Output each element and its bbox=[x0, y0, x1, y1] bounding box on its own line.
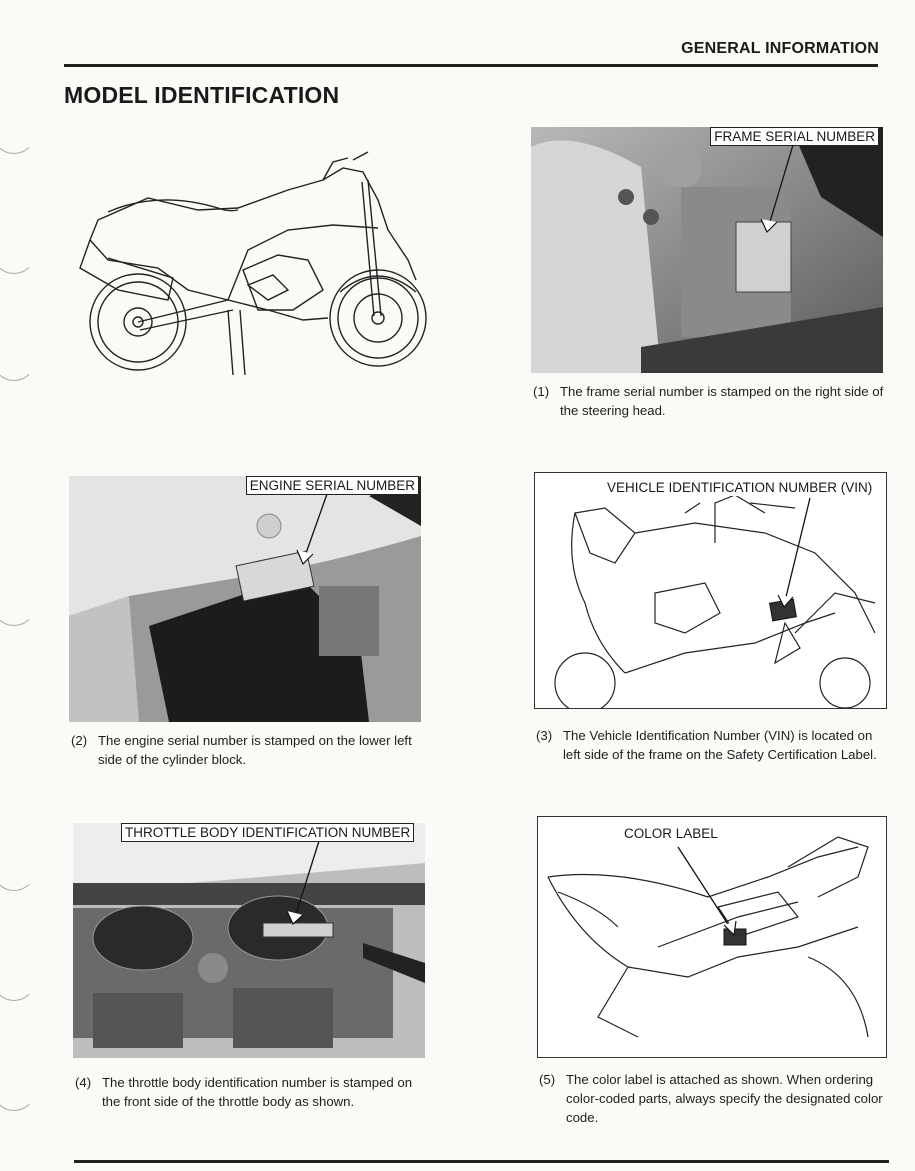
throttle-body-caption: (4) The throttle body identification number is stamped on the front side of the throttle body as shown. bbox=[75, 1075, 413, 1109]
motorcycle-illustration bbox=[78, 150, 438, 378]
pointer-arrow-icon bbox=[531, 127, 883, 373]
color-label-callout: COLOR LABEL bbox=[624, 826, 718, 841]
binder-hole-mark bbox=[0, 238, 36, 274]
pointer-arrow-icon bbox=[73, 823, 425, 1058]
frame-serial-photo bbox=[531, 127, 883, 373]
header-rule bbox=[64, 64, 878, 67]
vin-label: VEHICLE IDENTIFICATION NUMBER (VIN) bbox=[607, 480, 873, 495]
footer-rule bbox=[74, 1160, 889, 1163]
binder-hole-mark bbox=[0, 345, 36, 381]
binder-hole-mark bbox=[0, 118, 36, 154]
color-label-illustration bbox=[537, 816, 887, 1058]
binder-hole-mark bbox=[0, 855, 36, 891]
vin-caption: (3) The Vehicle Identification Number (VIN) is located on left side of the frame on the Safety Certification Label. bbox=[536, 728, 877, 762]
throttle-body-photo bbox=[73, 823, 425, 1058]
vin-illustration bbox=[534, 472, 887, 709]
throttle-body-label: THROTTLE BODY IDENTIFICATION NUMBER bbox=[121, 823, 414, 842]
frame-serial-caption: (1) The frame serial number is stamped on the right side of the steering head. bbox=[533, 384, 884, 418]
engine-serial-label: ENGINE SERIAL NUMBER bbox=[246, 476, 419, 495]
binder-hole-mark bbox=[0, 590, 36, 626]
engine-serial-caption: (2) The engine serial number is stamped on the lower left side of the cylinder block. bbox=[71, 733, 412, 767]
section-title: GENERAL INFORMATION bbox=[681, 40, 879, 57]
page-title: MODEL IDENTIFICATION bbox=[64, 82, 340, 108]
binder-hole-mark bbox=[0, 1075, 36, 1111]
engine-serial-photo bbox=[69, 476, 421, 722]
color-label-caption: (5) The color label is attached as shown. When ordering color-coded parts, always specify the designated color code. bbox=[539, 1072, 883, 1125]
binder-hole-mark bbox=[0, 965, 36, 1001]
frame-serial-label: FRAME SERIAL NUMBER bbox=[710, 127, 879, 146]
pointer-arrow-icon bbox=[69, 476, 421, 722]
motorcycle-side-view-icon bbox=[78, 150, 438, 378]
